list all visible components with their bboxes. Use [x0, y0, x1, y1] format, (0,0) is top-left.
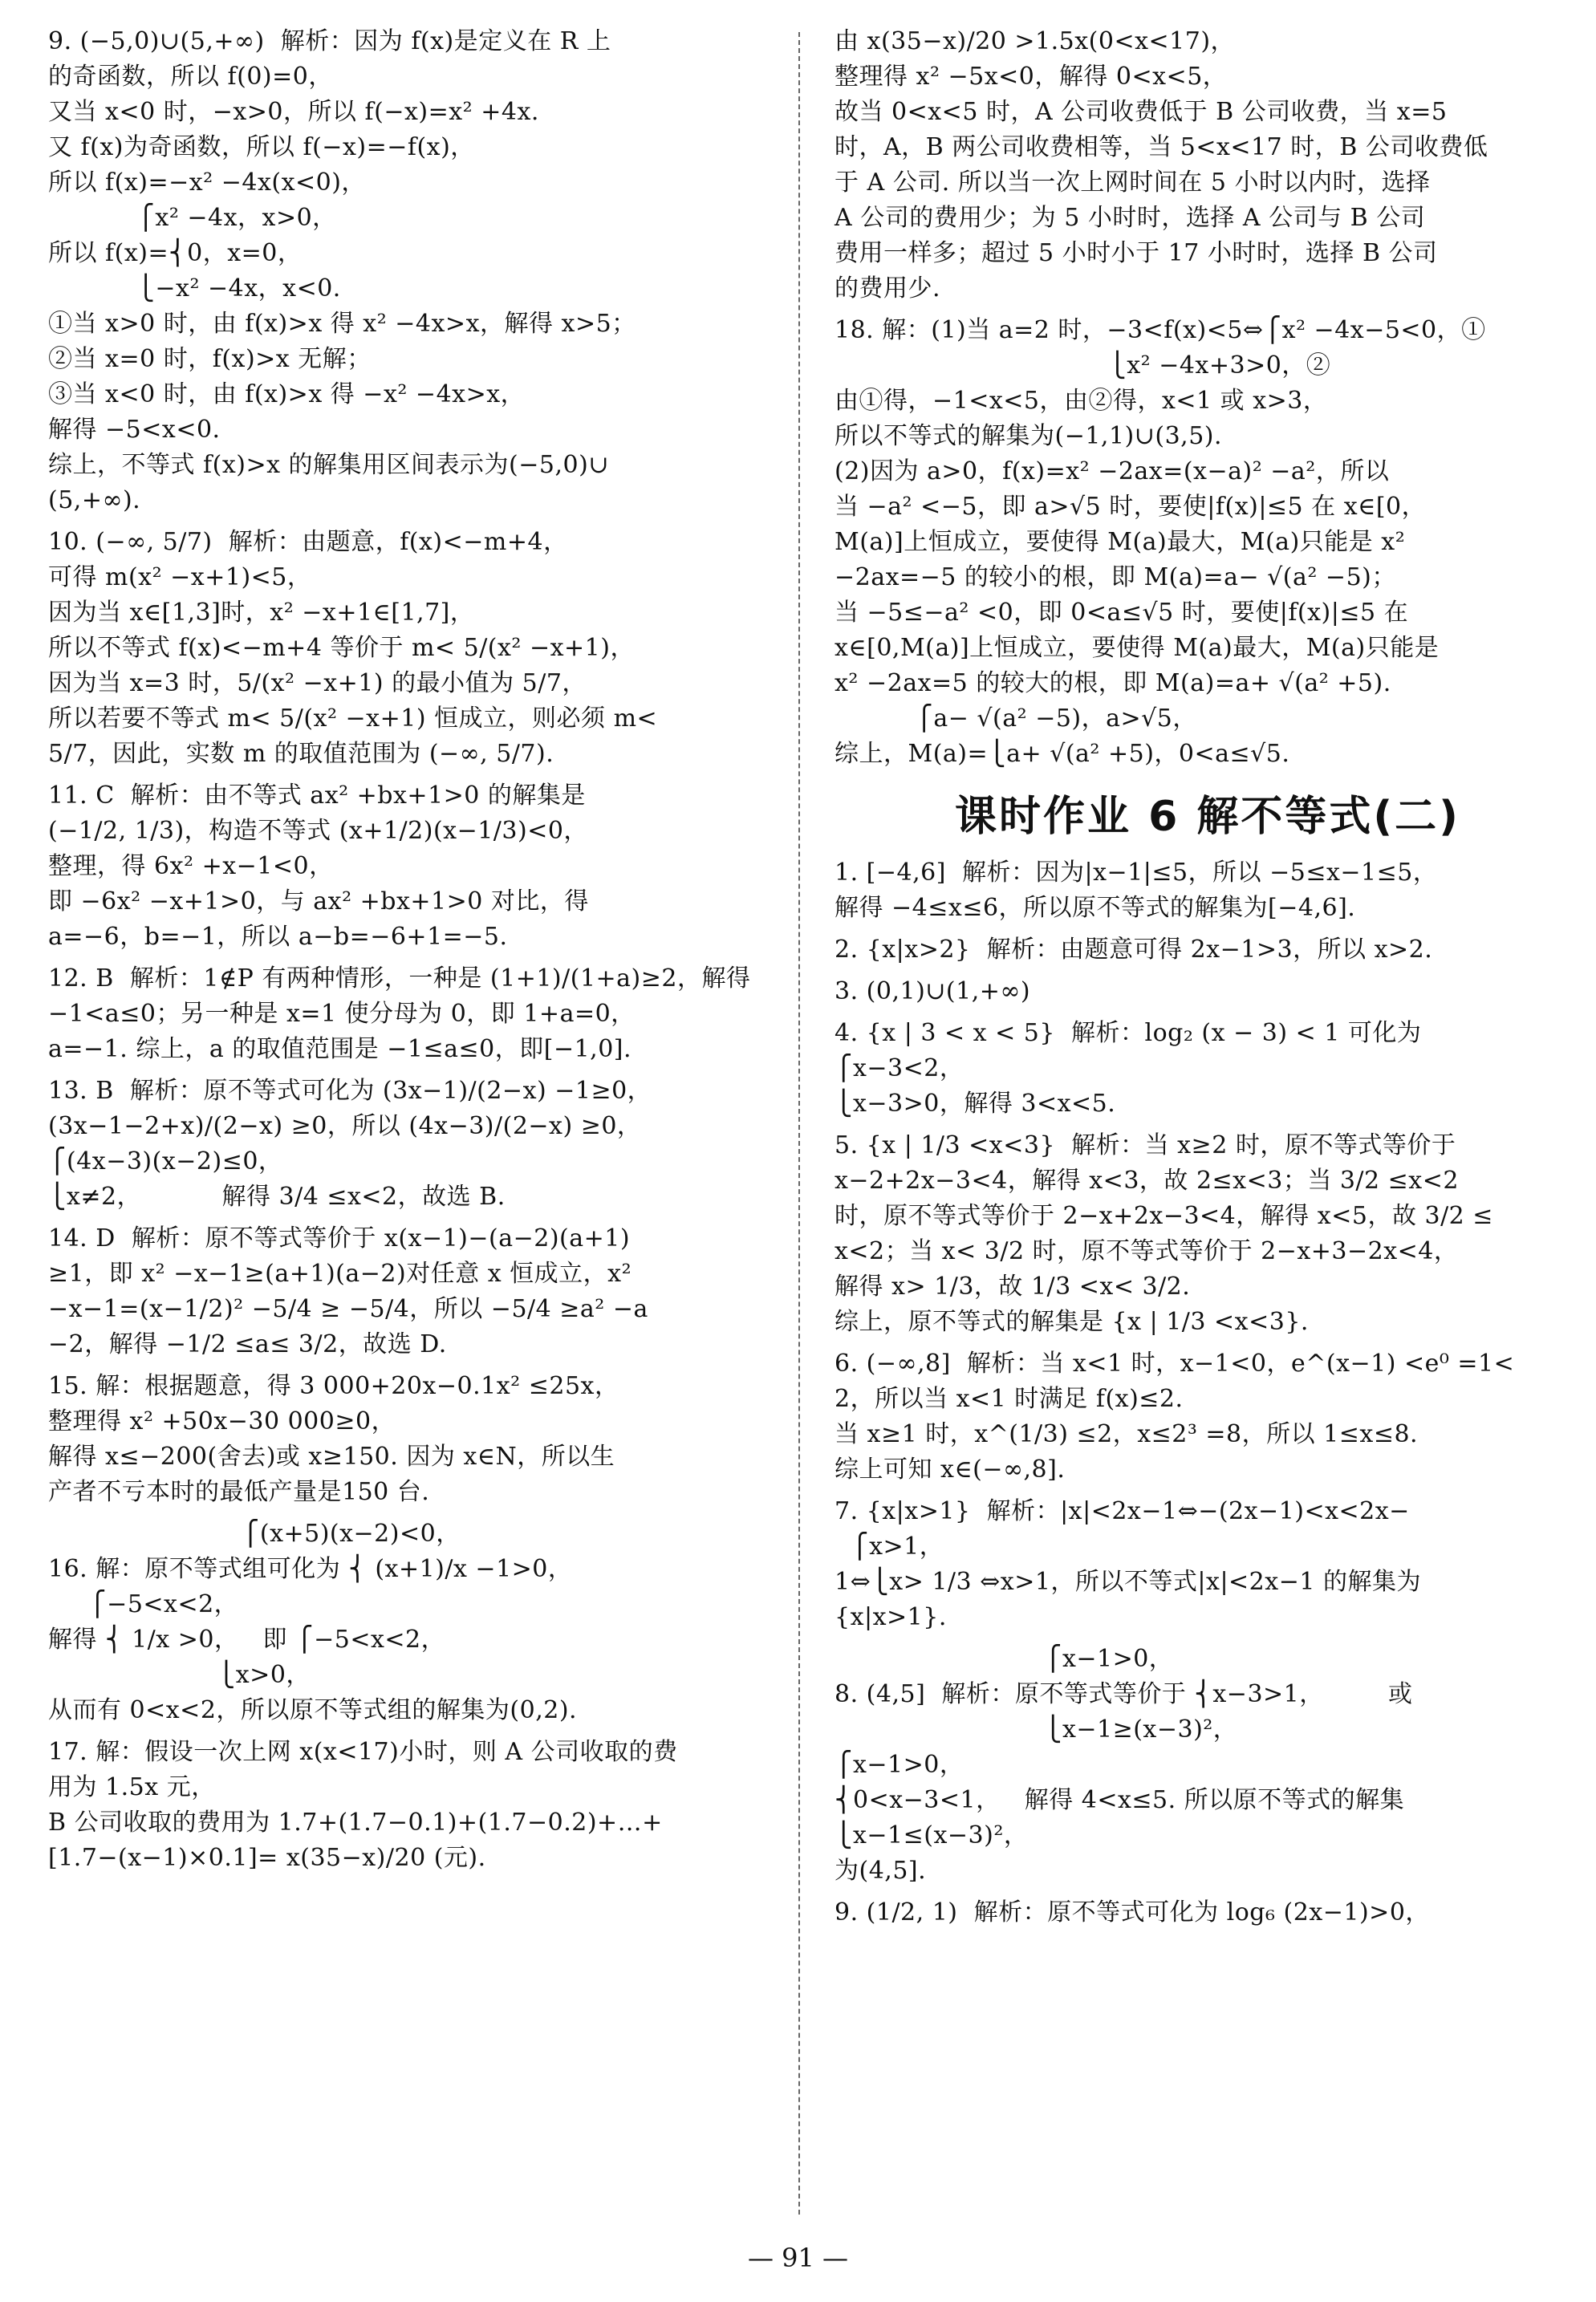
answer-line: [1.7−(x−1)×0.1]= x(35−x)/20 (元).: [48, 1844, 486, 1872]
answer-line: ⎩x>0，: [48, 1661, 311, 1689]
answer-line: 5. {x | 1/3 <x<3} 解析：当 x≥2 时，原不等式等价于: [835, 1131, 1456, 1159]
answer-line: 当 −5≤−a² <0，即 0<a≤√5 时，要使|f(x)|≤5 在: [835, 599, 1409, 627]
answer-line: ③当 x<0 时，由 f(x)>x 得 −x² −4x>x，: [48, 380, 526, 408]
answer-line: 13. B 解析：原不等式可化为 (3x−1)/(2−x) −1≥0，: [48, 1077, 652, 1105]
answer-line: 1. [−4,6] 解析：因为|x−1|≤5，所以 −5≤x−1≤5，: [835, 859, 1438, 887]
answer-line: ⎩x≠2， 解得 3/4 ≤x<2，故选 B.: [48, 1183, 506, 1211]
answer-line: 综上，M(a)=⎩a+ √(a² +5)，0<a≤√5.: [835, 740, 1290, 768]
right-bottom-block: [835, 855, 1581, 1937]
answer-item-r1: [835, 855, 1581, 932]
answer-line: 2. {x|x>2} 解析：由题意可得 2x−1>3，所以 x>2.: [835, 936, 1433, 964]
answer-line: 综上，原不等式的解集是 {x | 1/3 <x<3}.: [835, 1308, 1309, 1336]
answer-line: 故当 0<x<5 时，A 公司收费低于 B 公司收费，当 x=5: [835, 98, 1448, 126]
answer-line: 9. (1/2, 1) 解析：原不等式可化为 log₆ (2x−1)>0，: [835, 1898, 1430, 1926]
answer-item-r6: [835, 1346, 1581, 1494]
answer-line: 解得 ⎨ 1/x >0， 即 ⎧−5<x<2，: [48, 1626, 446, 1654]
answer-line: ②当 x=0 时，f(x)>x 无解；: [48, 345, 372, 373]
answer-item-18: [835, 313, 1581, 778]
answer-line: ⎧x−3<2，: [835, 1054, 965, 1082]
answer-line: 又当 x<0 时，−x>0，所以 f(−x)=x² +4x.: [48, 98, 539, 126]
answer-item-r7: [835, 1494, 1581, 1642]
answer-line: ⎧a− √(a² −5)，a>√5，: [835, 704, 1197, 733]
answer-line: ⎩x² −4x+3>0，②: [835, 351, 1331, 380]
section-title: 课时作业 6 解不等式(二): [955, 793, 1460, 841]
answer-line: ⎧−5<x<2，: [48, 1590, 239, 1618]
answer-line: 9. (−5,0)∪(5,+∞) 解析：因为 f(x)是定义在 R 上: [48, 27, 611, 55]
answer-line: ⎩x−3>0，解得 3<x<5.: [835, 1090, 1116, 1118]
answer-line: A 公司的费用少；为 5 小时时，选择 A 公司与 B 公司: [835, 204, 1426, 232]
answer-item-12: [48, 961, 794, 1074]
answer-line: 综上可知 x∈(−∞,8].: [835, 1455, 1066, 1484]
answer-item-r5: [835, 1128, 1581, 1346]
answer-line: ①当 x>0 时，由 f(x)>x 得 x² −4x>x，解得 x>5；: [48, 310, 636, 338]
answer-line: 整理得 x² −5x<0，解得 0<x<5，: [835, 63, 1228, 91]
answer-line: 12. B 解析：1∉P 有两种情形，一种是 (1+1)/(1+a)≥2，解得: [48, 964, 751, 993]
answer-line: 时，A，B 两公司收费相等，当 5<x<17 时，B 公司收费低: [835, 133, 1488, 161]
answer-line: 所以 f(x)=−x² −4x(x<0)，: [48, 168, 366, 197]
answer-line: ⎩x−1≤(x−3)²，: [835, 1821, 1029, 1849]
answer-line: ⎧x>1，: [835, 1533, 944, 1561]
answer-line: ⎩x−1≥(x−3)²，: [835, 1715, 1238, 1744]
answer-line: −1<a≤0；另一种是 x=1 使分母为 0，即 1+a=0，: [48, 1000, 636, 1028]
answer-item-r8: [835, 1642, 1581, 1895]
answer-item-13: [48, 1074, 794, 1221]
answer-line: 由 x(35−x)/20 >1.5x(0<x<17)，: [835, 27, 1236, 55]
answer-line: 6. (−∞,8] 解析：当 x<1 时，x−1<0，e^(x−1) <e⁰ =1<: [835, 1350, 1515, 1378]
answer-line: 2，所以当 x<1 时满足 f(x)≤2.: [835, 1385, 1184, 1413]
answer-line: 可得 m(x² −x+1)<5，: [48, 563, 312, 591]
answer-line: 整理得 x² +50x−30 000≥0，: [48, 1407, 396, 1435]
answer-line: ⎧x−1>0，: [835, 1751, 965, 1779]
answer-line: 7. {x|x>1} 解析：|x|<2x−1⇔−(2x−1)<x<2x−: [835, 1497, 1410, 1525]
answer-line: 3. (0,1)∪(1,+∞): [835, 977, 1031, 1005]
answer-item-r4: [835, 1016, 1581, 1128]
answer-line: 从而有 0<x<2，所以原不等式组的解集为(0,2).: [48, 1696, 578, 1724]
answer-line: ⎨0<x−3<1， 解得 4<x≤5. 所以原不等式的解集: [835, 1786, 1405, 1814]
answer-line: (3x−1−2+x)/(2−x) ≥0，所以 (4x−3)/(2−x) ≥0，: [48, 1112, 642, 1140]
answer-line: −2，解得 −1/2 ≤a≤ 3/2，故选 D.: [48, 1330, 447, 1358]
answer-line: ⎩−x² −4x，x<0.: [48, 274, 341, 302]
answer-item-r2: [835, 932, 1581, 974]
answer-line: 因为当 x=3 时，5/(x² −x+1) 的最小值为 5/7，: [48, 669, 587, 697]
answer-line: {x|x>1}.: [835, 1603, 947, 1631]
answer-item-17: [48, 1735, 794, 1882]
right-column: [835, 24, 1581, 1937]
answer-line: x² −2ax=5 的较大的根，即 M(a)=a+ √(a² +5).: [835, 669, 1391, 697]
answer-line: 解得 −4≤x≤6，所以原不等式的解集为[−4,6].: [835, 894, 1356, 922]
answer-line: 的奇函数，所以 f(0)=0，: [48, 63, 333, 91]
answer-line: 所以不等式的解集为(−1,1)∪(3,5).: [835, 422, 1223, 450]
answer-item-9: [48, 24, 794, 525]
answer-item-11: [48, 778, 794, 961]
answer-line: 当 x≥1 时，x^(1/3) ≤2，x≤2³ =8，所以 1≤x≤8.: [835, 1420, 1419, 1448]
answer-line: 15. 解：根据题意，得 3 000+20x−0.1x² ≤25x，: [48, 1372, 619, 1400]
answer-item-r9: [835, 1895, 1581, 1937]
answer-line: (−1/2, 1/3)，构造不等式 (x+1/2)(x−1/3)<0，: [48, 817, 588, 845]
answer-item-10: [48, 525, 794, 778]
answer-line: 14. D 解析：原不等式等价于 x(x−1)−(a−2)(a+1): [48, 1224, 631, 1252]
answer-line: 18. 解：(1)当 a=2 时，−3<f(x)<5⇔⎧x² −4x−5<0，①: [835, 316, 1486, 344]
answer-line: B 公司收取的费用为 1.7+(1.7−0.1)+(1.7−0.2)+…+: [48, 1809, 663, 1837]
answer-line: 解得 −5<x<0.: [48, 416, 221, 444]
answer-line: 5/7，因此，实数 m 的取值范围为 (−∞, 5/7).: [48, 740, 554, 768]
answer-line: 解得 x≤−200(舍去)或 x≥150. 因为 x∈N，所以生: [48, 1443, 615, 1471]
answer-item-17c: [835, 24, 1581, 313]
answer-item-15: [48, 1369, 794, 1516]
answer-line: 10. (−∞, 5/7) 解析：由题意，f(x)<−m+4，: [48, 528, 568, 556]
answer-line: ⎧x−1>0，: [835, 1645, 1174, 1673]
answer-line: 因为当 x∈[1,3]时，x² −x+1∈[1,7]，: [48, 599, 475, 627]
answer-line: 的费用少.: [835, 274, 941, 302]
answer-line: M(a)]上恒成立，要使得 M(a)最大，M(a)只能是 x²: [835, 528, 1406, 556]
answer-line: ⎧(4x−3)(x−2)≤0，: [48, 1147, 283, 1175]
answer-line: 于 A 公司. 所以当一次上网时间在 5 小时以内时，选择: [835, 168, 1431, 197]
page-number: — 91 —: [747, 2243, 849, 2273]
answer-line: 时，原不等式等价于 2−x+2x−3<4，解得 x<5，故 3/2 ≤: [835, 1202, 1493, 1230]
left-column: [48, 24, 794, 1882]
answer-line: −2ax=−5 的较小的根，即 M(a)=a− √(a² −5)；: [835, 563, 1396, 591]
answer-line: 所以 f(x)=⎨0，x=0，: [48, 239, 303, 267]
answer-line: 17. 解：假设一次上网 x(x<17)小时，则 A 公司收取的费: [48, 1738, 678, 1766]
answer-line: 为(4,5].: [835, 1857, 927, 1885]
answer-line: a=−6，b=−1，所以 a−b=−6+1=−5.: [48, 923, 508, 951]
answer-line: 解得 x> 1/3，故 1/3 <x< 3/2.: [835, 1273, 1191, 1301]
answer-line: 产者不亏本时的最低产量是150 台.: [48, 1478, 430, 1506]
answer-line: 整理，得 6x² +x−1<0，: [48, 852, 334, 880]
answer-line: 用为 1.5x 元，: [48, 1773, 216, 1801]
answer-line: 费用一样多；超过 5 小时小于 17 小时时，选择 B 公司: [835, 239, 1438, 267]
answer-line: 11. C 解析：由不等式 ax² +bx+1>0 的解集是: [48, 782, 586, 810]
answer-line: 综上，不等式 f(x)>x 的解集用区间表示为(−5,0)∪: [48, 451, 609, 479]
answer-item-r3: [835, 974, 1581, 1016]
answer-line: 即 −6x² −x+1>0，与 ax² +bx+1>0 对比，得: [48, 887, 589, 916]
answer-line: x−2+2x−3<4，解得 x<3，故 2≤x<3；当 3/2 ≤x<2: [835, 1167, 1459, 1195]
answer-item-16: [48, 1516, 794, 1735]
answer-line: x<2；当 x< 3/2 时，原不等式等价于 2−x+3−2x<4，: [835, 1237, 1459, 1265]
right-top-block: [835, 24, 1581, 778]
answer-line: 又 f(x)为奇函数，所以 f(−x)=−f(x)，: [48, 133, 475, 161]
answer-line: ⎧x² −4x，x>0，: [48, 204, 337, 232]
answer-line: 当 −a² <−5，即 a>√5 时，要使|f(x)|≤5 在 x∈[0，: [835, 493, 1427, 521]
answer-line: 由①得，−1<x<5，由②得，x<1 或 x>3，: [835, 387, 1328, 415]
answer-line: 所以不等式 f(x)<−m+4 等价于 m< 5/(x² −x+1)，: [48, 634, 635, 662]
answer-line: 1⇔⎩x> 1/3 ⇔x>1，所以不等式|x|<2x−1 的解集为: [835, 1568, 1421, 1596]
answer-line: ≥1，即 x² −x−1≥(a+1)(a−2)对任意 x 恒成立，x²: [48, 1260, 632, 1288]
answer-line: 4. {x | 3 < x < 5} 解析：log₂ (x − 3) < 1 可化为: [835, 1019, 1422, 1047]
answer-line: −x−1=(x−1/2)² −5/4 ≥ −5/4，所以 −5/4 ≥a² −a: [48, 1295, 648, 1323]
answer-line: 所以若要不等式 m< 5/(x² −x+1) 恒成立，则必须 m<: [48, 704, 658, 733]
answer-item-14: [48, 1221, 794, 1369]
column-divider: [798, 32, 800, 2215]
answer-line: x∈[0,M(a)]上恒成立，要使得 M(a)最大，M(a)只能是: [835, 634, 1440, 662]
answer-line: (2)因为 a>0，f(x)=x² −2ax=(x−a)² −a²，所以: [835, 457, 1390, 485]
answer-line: (5,+∞).: [48, 486, 141, 514]
answer-line: ⎧(x+5)(x−2)<0，: [48, 1520, 461, 1548]
answer-line: a=−1. 综上，a 的取值范围是 −1≤a≤0，即[−1,0].: [48, 1035, 632, 1063]
answer-line: 8. (4,5] 解析：原不等式等价于 ⎨x−3>1， 或: [835, 1680, 1413, 1708]
answer-line: 16. 解：原不等式组可化为 ⎨ (x+1)/x −1>0，: [48, 1555, 573, 1583]
